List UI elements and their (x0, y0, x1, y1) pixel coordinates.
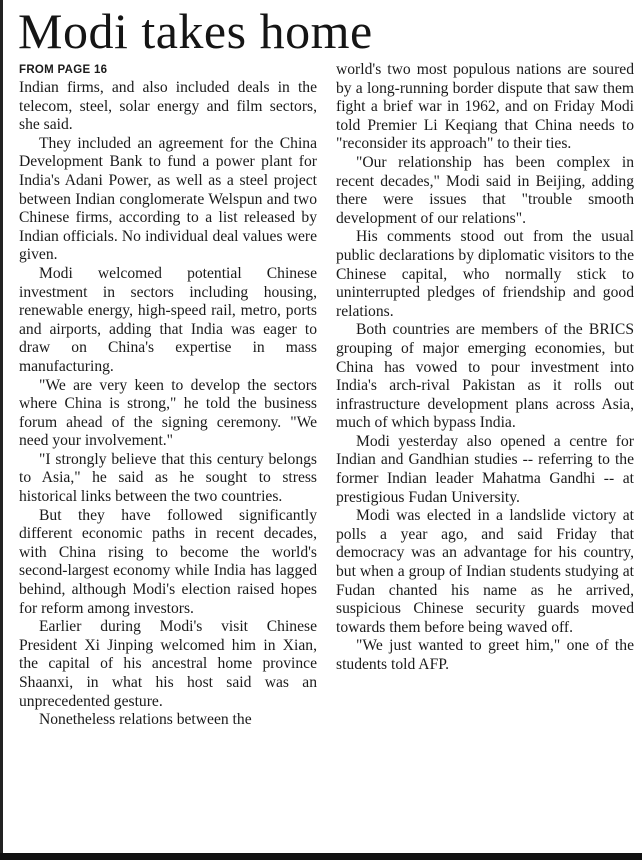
paragraph: "We just wanted to greet him," one of the students told AFP. (336, 637, 634, 673)
left-edge-rule (0, 0, 3, 853)
left-column-body (19, 79, 317, 730)
headline: Modi takes home (18, 3, 373, 59)
paragraph: Modi yesterday also opened a centre for Indian and Gandhian studies -- referring to the former Indian leader Mahatma Gandhi -- at prestigious Fudan University. (336, 432, 634, 506)
paragraph: They included an agreement for the China Development Bank to fund a power plant for India's Adani Power, as well as a steel project between Indian conglomerate Welspun and two Chinese firms, according to a list released by Indian officials. No individual deal values were given. (19, 134, 317, 264)
paragraph: Both countries are members of the BRICS grouping of major emerging economies, but China has vowed to pour investment into India's arch-rival Pakistan as it rolls out infrastructure development plans across Asia, much of which bypass India. (336, 321, 634, 432)
continuation-kicker: FROM PAGE 16 (19, 64, 108, 76)
paragraph: "Our relationship has been complex in recent decades," Modi said in Beijing, adding there were issues that "trouble smooth development of our relations". (336, 153, 634, 227)
paragraph: "We are very keen to develop the sectors where China is strong," he told the business forum ahead of the signing ceremony. "We need your involvement." (19, 376, 317, 450)
paragraph: Earlier during Modi's visit Chinese President Xi Jinping welcomed him in Xian, the capital of his ancestral home province Shaanxi, in what his host said was an unprecedented gesture. (19, 618, 317, 710)
paragraph: Modi welcomed potential Chinese investment in sectors including housing, renewable energy, high-speed rail, metro, ports and airports, adding that India was eager to draw on China's expertise in mass manufacturing. (19, 264, 317, 375)
paragraph: Nonetheless relations between the (39, 711, 252, 729)
right-column-body (336, 61, 634, 675)
article-column-left (19, 62, 317, 730)
bottom-bar (0, 853, 642, 860)
paragraph: Modi was elected in a landslide victory at polls a year ago, and said Friday that democracy was an advantage for his country, but when a group of Indian students studying at Fudan chanted his name as he arrived, suspicious Chinese security guards moved towards them before being waved off. (336, 507, 634, 636)
paragraph: "I strongly believe that this century belongs to Asia," he said as he sought to stress historical links between the two countries. (19, 450, 317, 506)
paragraph: But they have followed significantly different economic paths in recent decades, with China rising to become the world's second-largest economy while India has lagged behind, although Modi's election raised hopes for reform among investors. (19, 506, 317, 617)
article-column-right (336, 61, 634, 675)
paragraph: Indian firms, and also included deals in the telecom, steel, solar energy and film sectors, she said. (19, 79, 317, 134)
paragraph: His comments stood out from the usual public declarations by diplomatic visitors to the Chinese capital, who normally stick to uninterrupted pledges of friendship and good relations. (336, 228, 634, 320)
paragraph: world's two most populous nations are soured by a long-running border dispute that saw them fight a brief war in 1962, and on Friday Modi told Premier Li Keqiang that China needs to "reconsider its approach" to their ties. (336, 61, 634, 153)
